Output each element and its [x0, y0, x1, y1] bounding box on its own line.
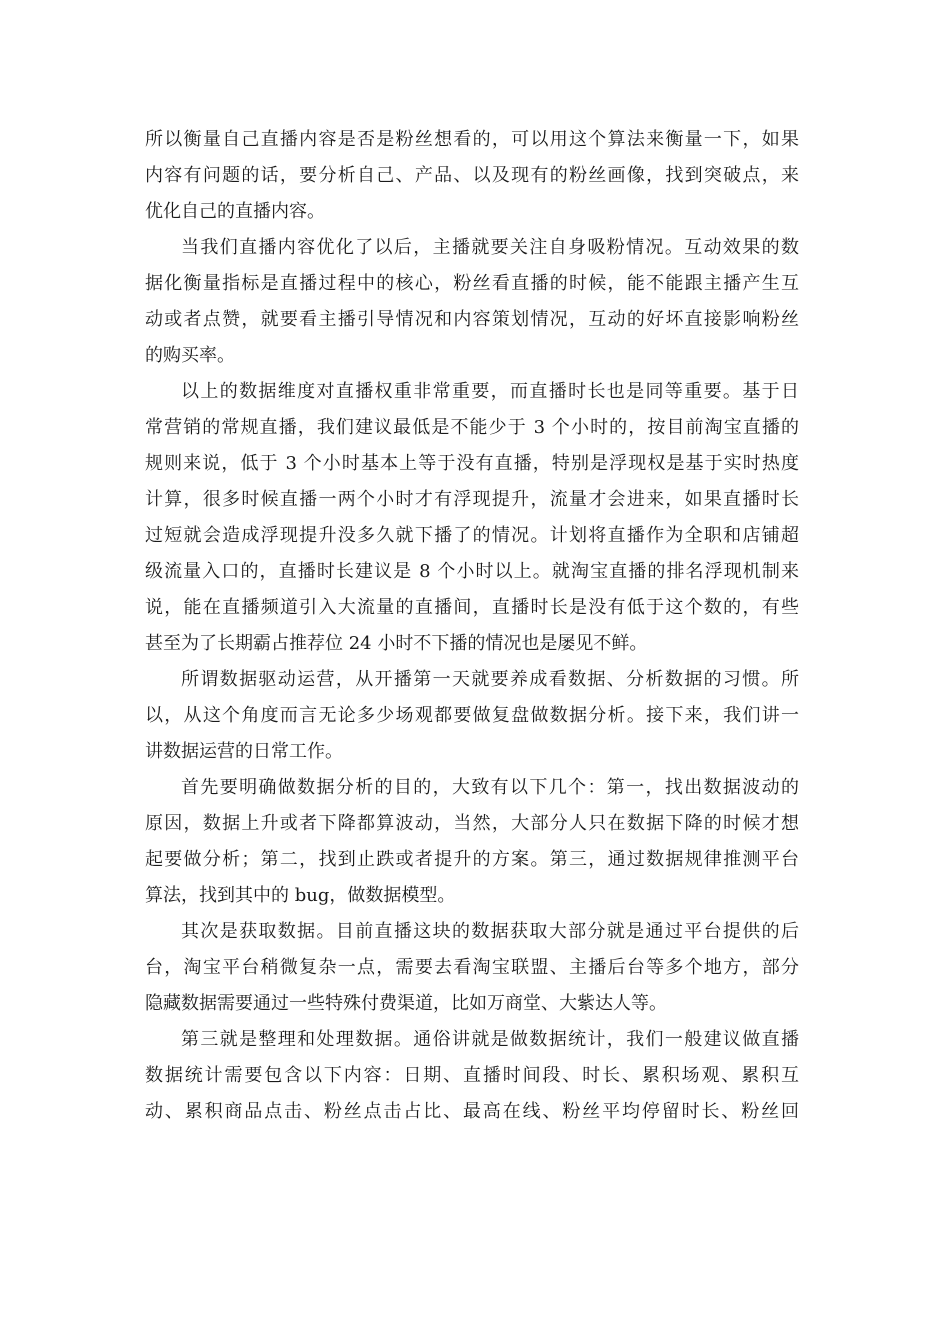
- text-line: 优化自己的直播内容。: [145, 201, 325, 222]
- paragraph: [145, 374, 799, 662]
- text-line: 隐藏数据需要通过一些特殊付费渠道，比如万商堂、大紫达人等。: [145, 993, 667, 1014]
- paragraph: [145, 662, 799, 770]
- text-line: 其次是获取数据。目前直播这块的数据获取大部分就是通过平台提供的后: [181, 921, 799, 942]
- text-line: 甚至为了长期霸占推荐位 24 小时不下播的情况也是屡见不鲜。: [145, 633, 648, 654]
- paragraph: [145, 914, 799, 1022]
- text-line: 以上的数据维度对直播权重非常重要，而直播时长也是同等重要。基于日: [181, 381, 799, 402]
- text-line: 首先要明确做数据分析的目的，大致有以下几个：第一，找出数据波动的: [181, 777, 799, 798]
- text-line: 计算，很多时候直播一两个小时才有浮现提升，流量才会进来，如果直播时长: [145, 489, 799, 510]
- text-line: 据化衡量指标是直播过程中的核心，粉丝看直播的时候，能不能跟主播产生互: [145, 273, 799, 294]
- text-line: 动、累积商品点击、粉丝点击占比、最高在线、粉丝平均停留时长、粉丝回: [145, 1101, 799, 1122]
- text-line: 原因，数据上升或者下降都算波动，当然，大部分人只在数据下降的时候才想: [145, 813, 799, 834]
- paragraph: [145, 770, 799, 914]
- text-line: 的购买率。: [145, 345, 235, 366]
- text-line: 起要做分析；第二，找到止跌或者提升的方案。第三，通过数据规律推测平台: [145, 849, 799, 870]
- text-line: 级流量入口的，直播时长建议是 8 个小时以上。就淘宝直播的排名浮现机制来: [145, 561, 799, 582]
- text-line: 说，能在直播频道引入大流量的直播间，直播时长是没有低于这个数的，有些: [145, 597, 799, 618]
- text-line: 所以衡量自己直播内容是否是粉丝想看的，可以用这个算法来衡量一下，如果: [145, 129, 799, 150]
- text-line: 以，从这个角度而言无论多少场观都要做复盘做数据分析。接下来，我们讲一: [145, 705, 799, 726]
- text-line: 讲数据运营的日常工作。: [145, 741, 343, 762]
- text-line: 第三就是整理和处理数据。通俗讲就是做数据统计，我们一般建议做直播: [181, 1029, 799, 1050]
- text-line: 过短就会造成浮现提升没多久就下播了的情况。计划将直播作为全职和店铺超: [145, 525, 799, 546]
- paragraph: [145, 122, 799, 230]
- text-line: 当我们直播内容优化了以后，主播就要关注自身吸粉情况。互动效果的数: [181, 237, 799, 258]
- text-line: 动或者点赞，就要看主播引导情况和内容策划情况，互动的好坏直接影响粉丝: [145, 309, 799, 330]
- text-line: 台，淘宝平台稍微复杂一点，需要去看淘宝联盟、主播后台等多个地方，部分: [145, 957, 799, 978]
- text-line: 规则来说，低于 3 个小时基本上等于没有直播，特别是浮现权是基于实时热度: [145, 453, 799, 474]
- paragraph: [145, 1022, 799, 1130]
- text-line: 算法，找到其中的 bug，做数据模型。: [145, 885, 456, 906]
- document-body: [145, 122, 799, 1130]
- paragraph: [145, 230, 799, 374]
- text-line: 所谓数据驱动运营，从开播第一天就要养成看数据、分析数据的习惯。所: [181, 669, 799, 690]
- text-line: 数据统计需要包含以下内容：日期、直播时间段、时长、累积场观、累积互: [145, 1065, 799, 1086]
- text-line: 内容有问题的话，要分析自己、产品、以及现有的粉丝画像，找到突破点，来: [145, 165, 799, 186]
- text-line: 常营销的常规直播，我们建议最低是不能少于 3 个小时的，按目前淘宝直播的: [145, 417, 799, 438]
